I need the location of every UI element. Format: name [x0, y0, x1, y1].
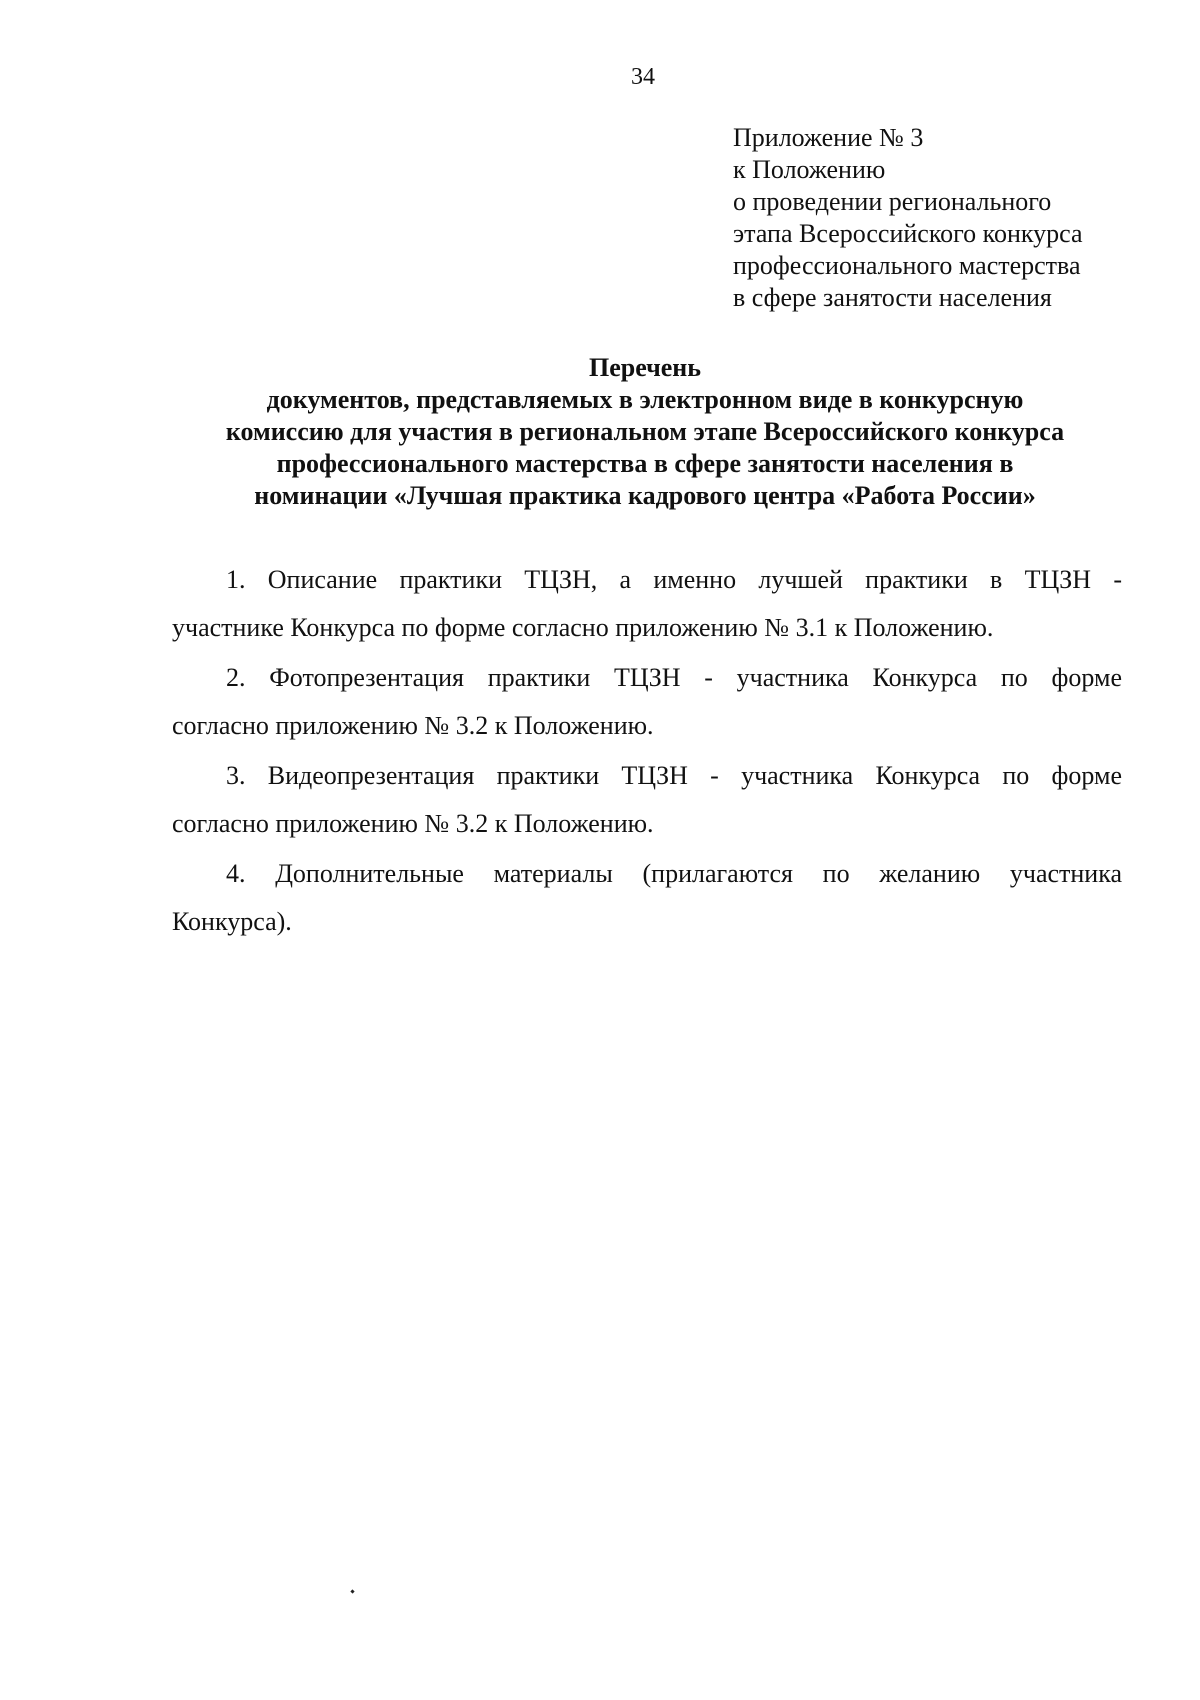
page-number: 34 [631, 64, 655, 90]
title-line: комиссию для участия в региональном этапе Всероссийского конкурса [225, 417, 1065, 446]
appendix-line: о проведении регионального [733, 187, 1052, 216]
appendix-line: к Положению [733, 155, 886, 184]
list-item-line: Конкурса). [172, 907, 292, 936]
appendix-reference [733, 122, 1083, 314]
documents-list [172, 556, 1122, 948]
title-line: документов, представляемых в электронном виде в конкурсную [266, 385, 1024, 414]
appendix-line: Приложение № 3 [733, 123, 924, 152]
list-item [172, 850, 1122, 946]
title-line: Перечень [588, 353, 702, 382]
appendix-line: в сфере занятости населения [733, 283, 1052, 312]
list-item [172, 654, 1122, 750]
list-item [172, 556, 1122, 652]
list-item-line: согласно приложению № 3.2 к Положению. [172, 809, 654, 838]
list-item-line: 1. Описание практики ТЦЗН, а именно лучшей практики в ТЦЗН - [226, 565, 1122, 594]
list-item-line: участнике Конкурса по форме согласно приложению № 3.1 к Положению. [172, 613, 994, 642]
title-line: профессионального мастерства в сфере занятости населения в [276, 449, 1014, 478]
list-item-line: 4. Дополнительные материалы (прилагаются по желанию участника [226, 859, 1122, 888]
list-item-line: 2. Фотопрезентация практики ТЦЗН - участника Конкурса по форме [226, 663, 1122, 692]
title-line: номинации «Лучшая практика кадрового центра «Работа России» [254, 481, 1036, 510]
appendix-line: этапа Всероссийского конкурса [733, 219, 1083, 248]
list-item [172, 752, 1122, 848]
document-title [160, 352, 1130, 512]
list-item-line: согласно приложению № 3.2 к Положению. [172, 711, 654, 740]
list-item-line: 3. Видеопрезентация практики ТЦЗН - участника Конкурса по форме [226, 761, 1122, 790]
scan-speck [350, 1589, 354, 1593]
appendix-line: профессионального мастерства [733, 251, 1081, 280]
